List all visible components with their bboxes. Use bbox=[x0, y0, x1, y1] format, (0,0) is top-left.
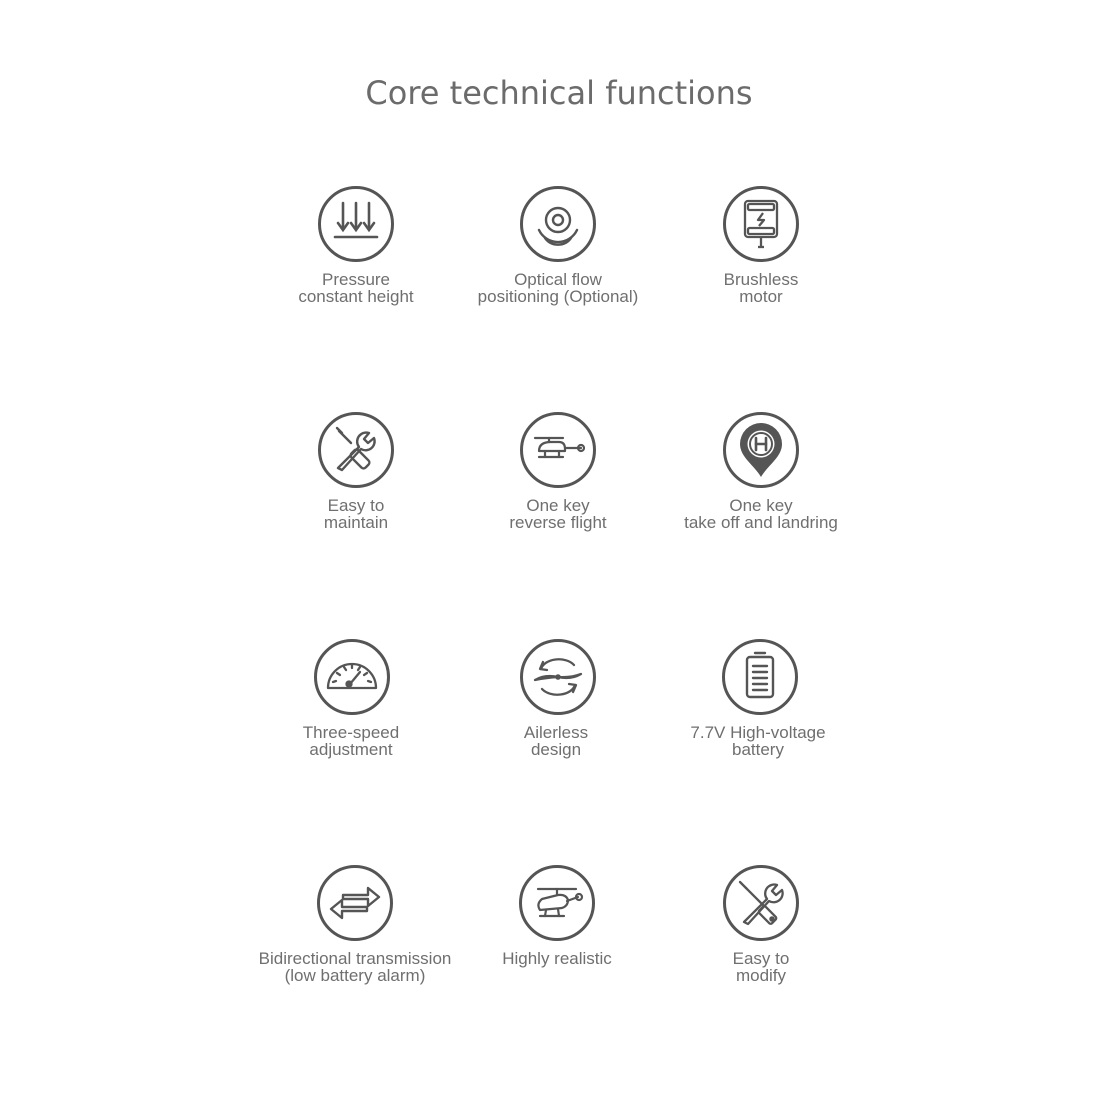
feature-label-line1: Bidirectional transmission bbox=[258, 949, 452, 968]
rotor-rotation-icon bbox=[519, 638, 597, 716]
feature-label-line2: (low battery alarm) bbox=[284, 966, 426, 985]
helipad-pin-icon bbox=[722, 411, 800, 489]
feature-label-line2: maintain bbox=[323, 513, 389, 532]
wrench-screwdriver-icon bbox=[317, 411, 395, 489]
feature-label-line1: Optical flow bbox=[514, 270, 602, 289]
feature-three-speed-adjustment bbox=[231, 638, 471, 758]
feature-label-line2: positioning (Optional) bbox=[477, 287, 639, 306]
helicopter-icon bbox=[518, 864, 596, 942]
feature-high-voltage-battery bbox=[638, 638, 878, 758]
feature-label-line2: adjustment bbox=[309, 740, 393, 759]
feature-label-line2: constant height bbox=[298, 287, 414, 306]
feature-label-line1: Ailerless bbox=[523, 723, 589, 742]
feature-label-line1: Three-speed bbox=[302, 723, 400, 742]
feature-brushless-motor bbox=[641, 185, 881, 305]
feature-label bbox=[638, 724, 878, 758]
optical-flow-icon bbox=[519, 185, 597, 263]
feature-label-line1: One key bbox=[526, 496, 590, 515]
pressure-arrows-icon bbox=[317, 185, 395, 263]
battery-icon bbox=[721, 638, 799, 716]
feature-label-line2: modify bbox=[735, 966, 787, 985]
feature-one-key-take-off-landing bbox=[641, 411, 881, 531]
feature-label bbox=[641, 950, 881, 984]
brushless-motor-icon bbox=[722, 185, 800, 263]
feature-label-line1: Pressure bbox=[321, 270, 391, 289]
feature-easy-to-modify bbox=[641, 864, 881, 984]
reverse-helicopter-icon bbox=[519, 411, 597, 489]
feature-label bbox=[641, 271, 881, 305]
page-title: Core technical functions bbox=[365, 74, 753, 112]
speedometer-icon bbox=[313, 638, 391, 716]
feature-label-line2: design bbox=[530, 740, 582, 759]
tools-cross-icon bbox=[722, 864, 800, 942]
feature-label bbox=[231, 724, 471, 758]
feature-label-line2: take off and landring bbox=[684, 513, 838, 532]
feature-label-line1: Brushless bbox=[723, 270, 799, 289]
feature-label-line1: Easy to bbox=[732, 949, 790, 968]
feature-label-line2: motor bbox=[739, 287, 783, 306]
feature-label bbox=[641, 497, 881, 531]
feature-label-line2: battery bbox=[732, 740, 784, 759]
feature-label-line2: reverse flight bbox=[509, 513, 607, 532]
feature-label-line1: One key bbox=[729, 496, 793, 515]
bidirectional-arrows-icon bbox=[316, 864, 394, 942]
feature-label-line1: Easy to bbox=[327, 496, 385, 515]
feature-label-line1: Highly realistic bbox=[502, 949, 612, 968]
feature-label-line1: 7.7V High-voltage bbox=[690, 723, 826, 742]
